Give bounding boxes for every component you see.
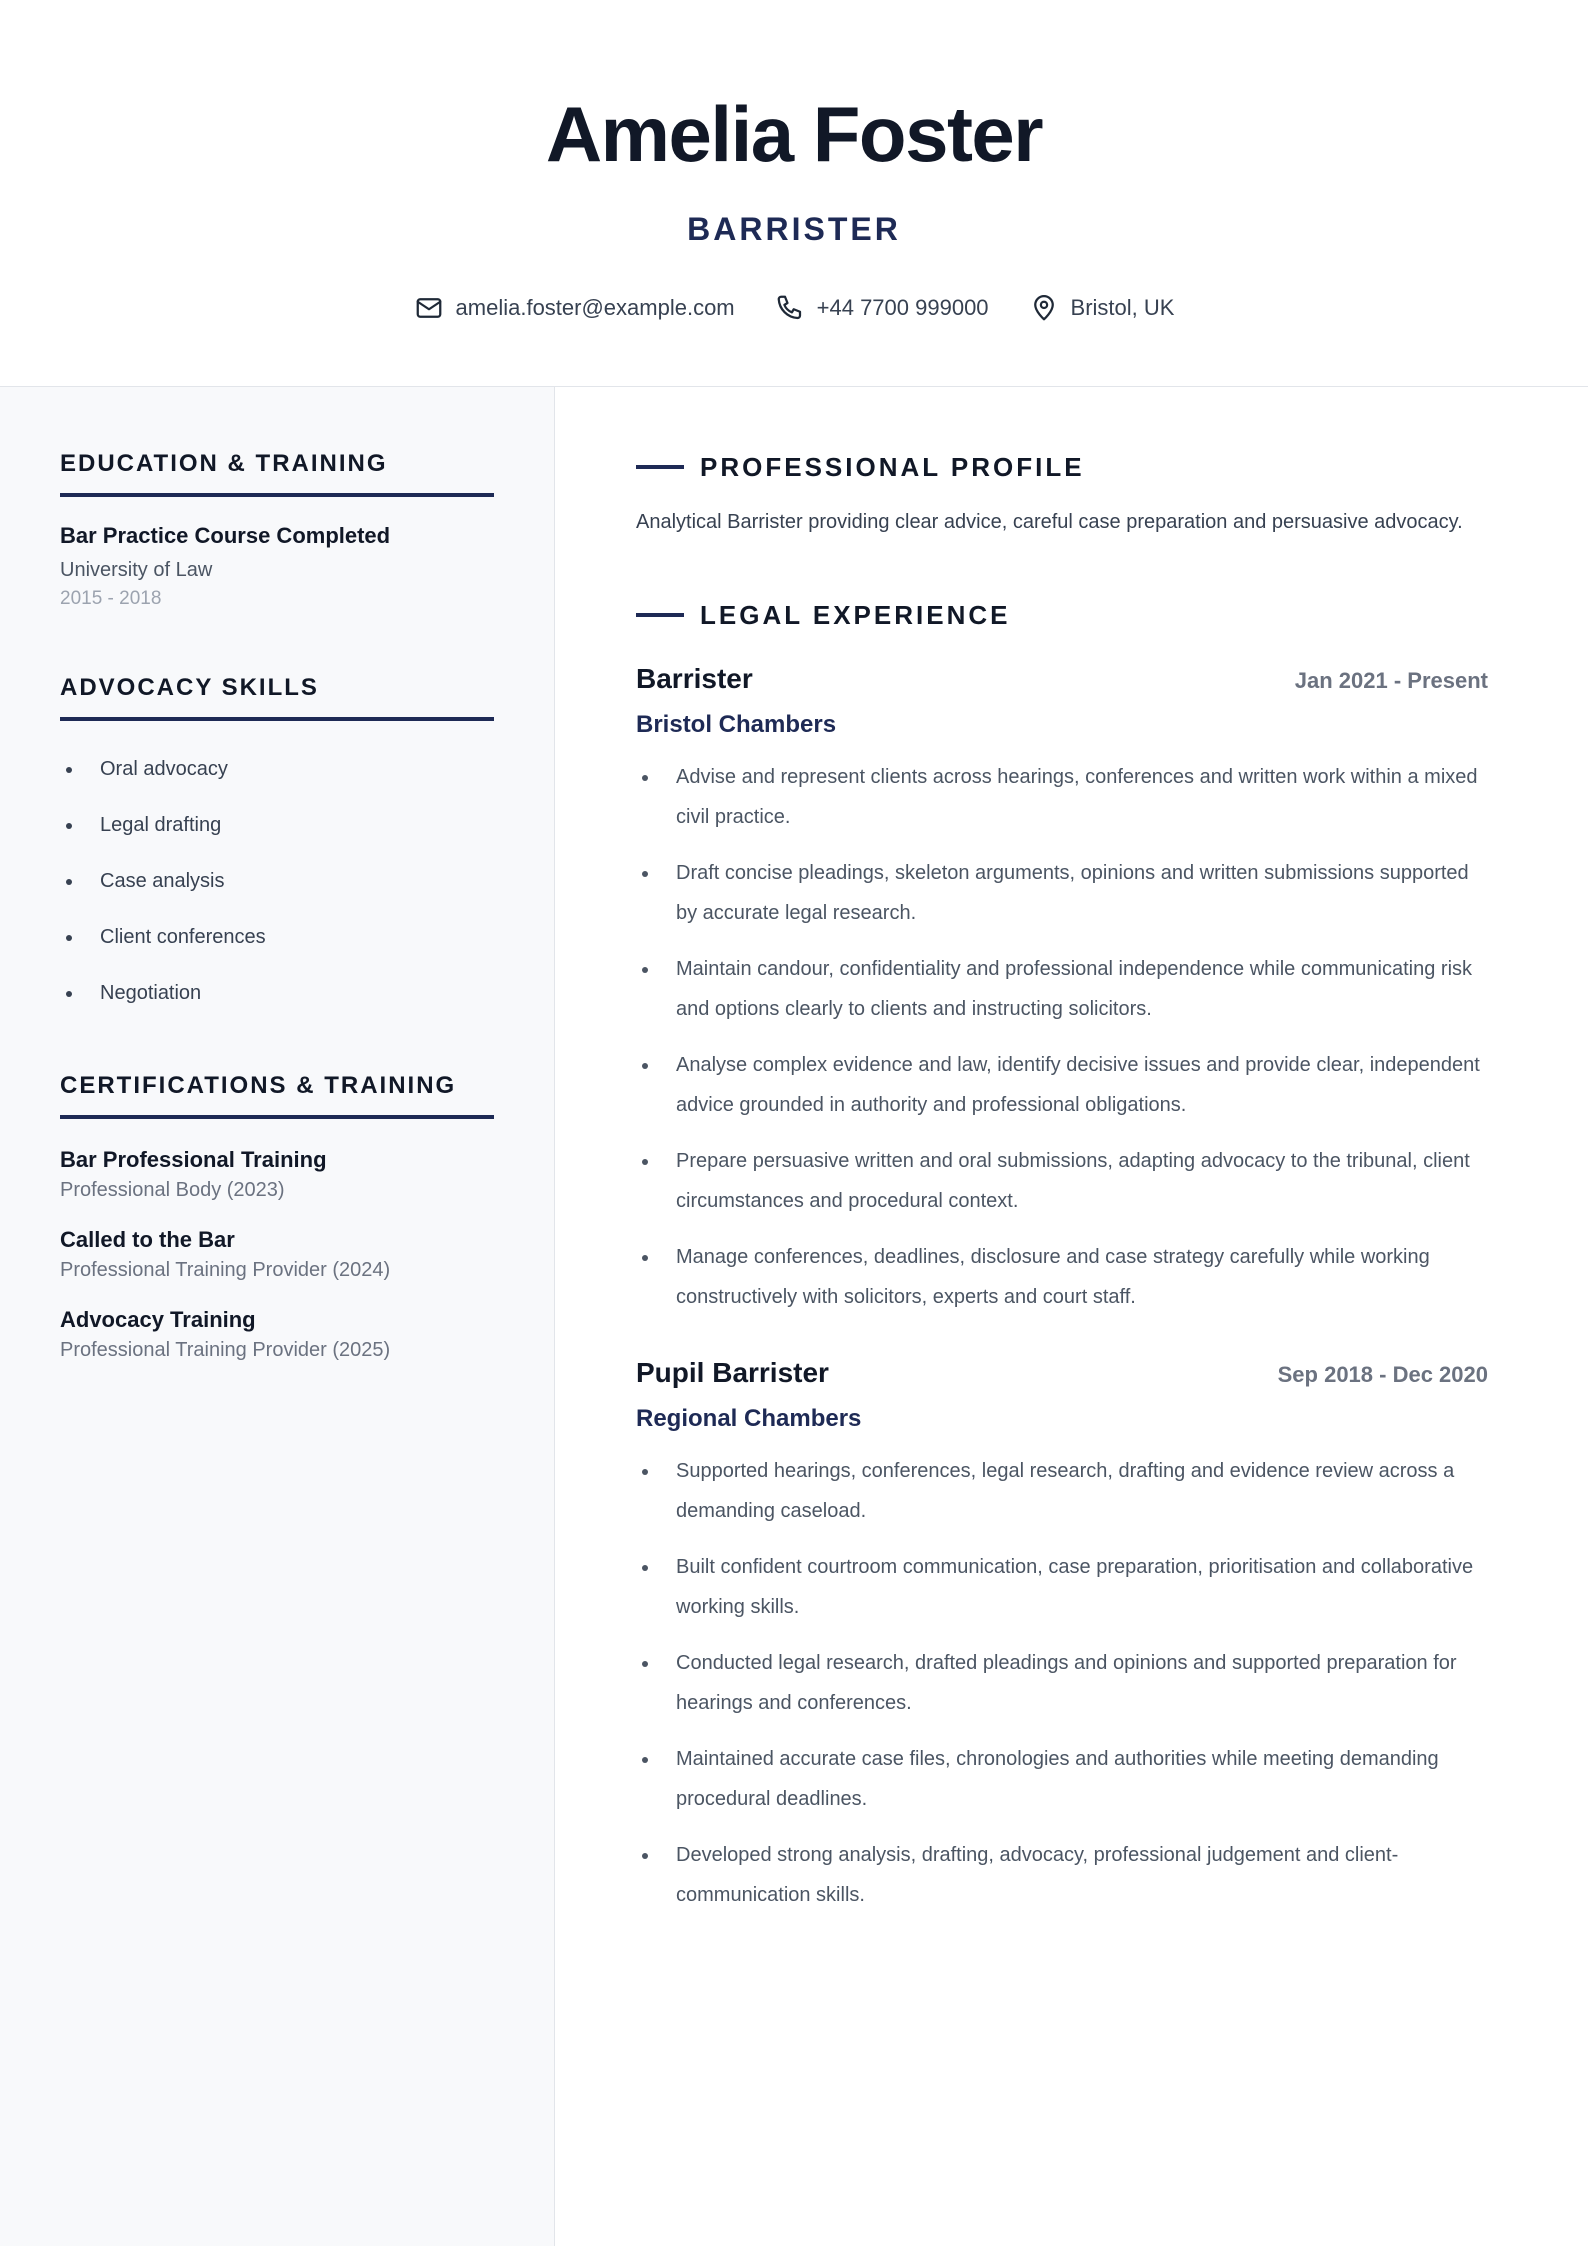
job-bullets	[636, 757, 1488, 1317]
job-bullet: Prepare persuasive written and oral submissions, adapting advocacy to the tribunal, client circumstances and procedural context.	[636, 1141, 1488, 1221]
experience-section	[636, 599, 1488, 1915]
job-entry	[636, 1355, 1488, 1915]
job-bullet: Maintained accurate case files, chronologies and authorities while meeting demanding procedural deadlines.	[636, 1739, 1488, 1819]
candidate-role: BARRISTER	[687, 211, 901, 247]
job-bullet: Draft concise pleadings, skeleton arguments, opinions and written submissions supported by accurate legal research.	[636, 853, 1488, 933]
contact-phone[interactable]	[775, 290, 989, 326]
job-dates: Jan 2021 - Present	[1294, 668, 1488, 693]
job-bullet: Supported hearings, conferences, legal research, drafting and evidence review across a demanding caseload.	[636, 1451, 1488, 1531]
profile-section	[636, 451, 1488, 539]
job-entry	[636, 661, 1488, 1317]
experience-heading-text: LEGAL EXPERIENCE	[700, 600, 1011, 630]
certification-meta: Professional Body (2023)	[60, 1179, 285, 1201]
job-bullet: Built confident courtroom communication, case preparation, prioritisation and collaborative working skills.	[636, 1547, 1488, 1627]
contact-email-text: amelia.foster@example.com	[455, 295, 735, 320]
skills-section	[60, 673, 494, 1021]
job-org: Regional Chambers	[636, 1405, 862, 1432]
skills-list	[60, 741, 494, 1021]
certification-item	[60, 1145, 494, 1205]
job-bullet: Analyse complex evidence and law, identify decisive issues and provide clear, independent advice grounded in authority and professional obligations.	[636, 1045, 1488, 1125]
job-bullet: Manage conferences, deadlines, disclosure and case strategy carefully while working constructively with solicitors, experts and court staff.	[636, 1237, 1488, 1317]
skill-item: Client conferences	[60, 909, 494, 965]
certification-title: Called to the Bar	[60, 1227, 235, 1252]
certification-meta: Professional Training Provider (2025)	[60, 1339, 391, 1361]
profile-heading	[636, 451, 1488, 483]
resume-header	[0, 0, 1588, 387]
job-bullets	[636, 1451, 1488, 1915]
education-dates: 2015 - 2018	[60, 588, 162, 609]
main-content	[556, 387, 1588, 2246]
education-title: Bar Practice Course Completed	[60, 523, 391, 548]
certification-title: Bar Professional Training	[60, 1147, 327, 1172]
education-section	[60, 449, 494, 613]
contact-location	[1029, 290, 1175, 326]
certification-title: Advocacy Training	[60, 1307, 256, 1332]
certifications-section	[60, 1071, 494, 1365]
certification-item	[60, 1305, 494, 1365]
certification-meta: Professional Training Provider (2024)	[60, 1259, 391, 1281]
job-bullet: Conducted legal research, drafted pleadings and opinions and supported preparation for hearings and conferences.	[636, 1643, 1488, 1723]
job-dates: Sep 2018 - Dec 2020	[1277, 1362, 1488, 1387]
mail-icon	[414, 293, 444, 323]
contact-row	[0, 290, 1588, 326]
job-bullet: Maintain candour, confidentiality and professional independence while communicating risk and options clearly to clients and instructing solicitors.	[636, 949, 1488, 1029]
job-org: Bristol Chambers	[636, 711, 837, 738]
skill-item: Case analysis	[60, 853, 494, 909]
skill-item: Oral advocacy	[60, 741, 494, 797]
job-bullet: Advise and represent clients across hearings, conferences and written work within a mixed civil practice.	[636, 757, 1488, 837]
job-title: Barrister	[636, 663, 753, 694]
experience-heading	[636, 599, 1488, 631]
education-heading: EDUCATION & TRAINING	[60, 449, 494, 497]
sidebar	[0, 387, 555, 2246]
heading-accent-bar	[636, 613, 684, 617]
candidate-name: Amelia Foster	[545, 90, 1043, 178]
skills-heading: ADVOCACY SKILLS	[60, 673, 494, 721]
job-title: Pupil Barrister	[636, 1357, 829, 1388]
contact-email[interactable]	[414, 290, 735, 326]
phone-icon	[775, 293, 805, 323]
education-org: University of Law	[60, 559, 213, 581]
heading-accent-bar	[636, 465, 684, 469]
location-pin-icon	[1029, 293, 1059, 323]
job-header	[636, 1355, 1488, 1393]
job-header	[636, 661, 1488, 699]
certifications-heading: CERTIFICATIONS & TRAINING	[60, 1071, 494, 1119]
skill-item: Negotiation	[60, 965, 494, 1021]
skill-item: Legal drafting	[60, 797, 494, 853]
contact-location-text: Bristol, UK	[1070, 295, 1175, 320]
profile-text: Analytical Barrister providing clear advice, careful case preparation and persuasive advocacy.	[636, 511, 1463, 533]
job-bullet: Developed strong analysis, drafting, advocacy, professional judgement and client-communication skills.	[636, 1835, 1488, 1915]
certification-item	[60, 1225, 494, 1285]
contact-phone-text: +44 7700 999000	[816, 295, 989, 320]
profile-heading-text: PROFESSIONAL PROFILE	[700, 452, 1085, 482]
